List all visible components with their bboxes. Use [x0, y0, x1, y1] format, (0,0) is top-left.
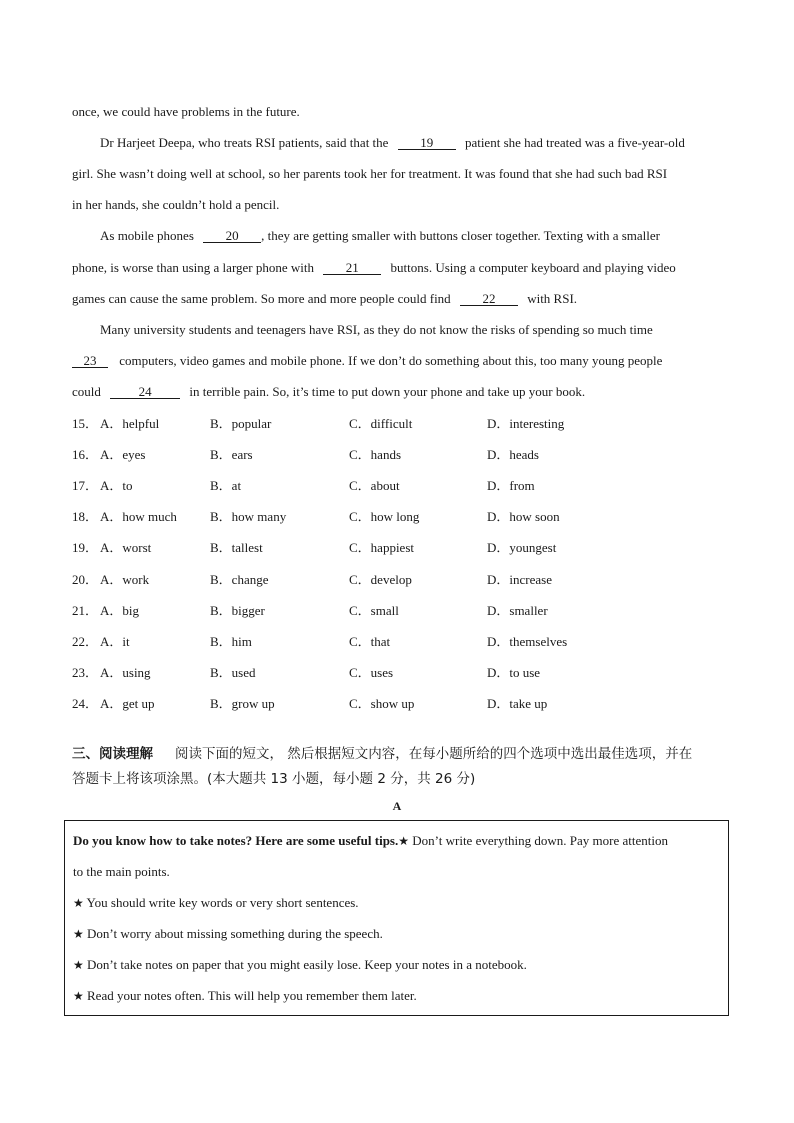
- box-line: [73, 988, 417, 1004]
- question-row-16: [72, 447, 722, 463]
- blank-20: 20: [203, 229, 261, 243]
- blank-24: 24: [110, 385, 180, 399]
- notes-tips-box: [64, 820, 729, 1016]
- section-title: 三、阅读理解: [72, 746, 153, 762]
- text-segment: patient she had treated was a five-year-old: [464, 135, 685, 150]
- blank-23: 23: [72, 354, 108, 368]
- passage-paragraph-line: [100, 135, 722, 151]
- passage-line: once, we could have problems in the future.: [72, 104, 300, 119]
- passage-line: in her hands, she couldn’t hold a pencil.: [72, 197, 280, 212]
- option-d[interactable]: D．interesting: [487, 416, 565, 431]
- option-c[interactable]: C．difficult: [349, 416, 413, 431]
- text-segment: with RSI.: [527, 291, 578, 306]
- box-line: [73, 895, 359, 911]
- tip-text: Don’t write everything down. Pay more attention: [412, 833, 668, 848]
- question-number: 22．: [72, 634, 99, 649]
- option-a[interactable]: A．get up: [100, 696, 155, 711]
- box-line: [73, 957, 527, 973]
- star-icon: ★: [73, 958, 84, 972]
- part-label: A: [392, 799, 402, 813]
- text-segment: buttons. Using a computer keyboard and playing video: [390, 260, 676, 275]
- text-segment: in terrible pain. So, it’s time to put down your phone and take up your book.: [189, 384, 586, 399]
- tip-text: Don’t worry about missing something during the speech.: [87, 926, 383, 941]
- blank-21: 21: [323, 261, 381, 275]
- star-icon: ★: [73, 989, 84, 1003]
- option-d[interactable]: D．increase: [487, 572, 552, 587]
- star-icon: ★: [73, 896, 84, 910]
- option-c[interactable]: C．that: [349, 634, 391, 649]
- text-segment: Dr Harjeet Deepa, who treats RSI patients, said that the: [100, 135, 389, 150]
- box-line: to the main points.: [73, 864, 170, 879]
- option-b[interactable]: B．bigger: [210, 603, 265, 618]
- section-heading: [72, 742, 732, 767]
- box-line: [73, 926, 383, 942]
- option-c[interactable]: C．how long: [349, 509, 420, 524]
- option-c[interactable]: C．develop: [349, 572, 412, 587]
- tip-text: Read your notes often. This will help you remember them later.: [87, 988, 417, 1003]
- option-b[interactable]: B．at: [210, 478, 242, 493]
- question-row-15: [72, 416, 722, 432]
- option-a[interactable]: A．eyes: [100, 447, 146, 462]
- blank-22: 22: [460, 292, 518, 306]
- question-row-24: [72, 696, 722, 712]
- option-a[interactable]: A．helpful: [100, 416, 160, 431]
- option-b[interactable]: B．grow up: [210, 696, 275, 711]
- option-b[interactable]: B．used: [210, 665, 256, 680]
- tip-text: You should write key words or very short sentences.: [86, 895, 359, 910]
- option-d[interactable]: D．heads: [487, 447, 539, 462]
- question-row-17: [72, 478, 722, 494]
- option-b[interactable]: B．change: [210, 572, 269, 587]
- option-b[interactable]: B．popular: [210, 416, 272, 431]
- box-line: [73, 833, 668, 849]
- option-d[interactable]: D．themselves: [487, 634, 568, 649]
- option-d[interactable]: D．youngest: [487, 540, 557, 555]
- passage-paragraph-line: Many university students and teenagers have RSI, as they do not know the risks of spending so much time: [100, 322, 653, 337]
- option-b[interactable]: B．ears: [210, 447, 253, 462]
- option-b[interactable]: B．how many: [210, 509, 287, 524]
- text-segment: phone, is worse than using a larger phone with: [72, 260, 315, 275]
- question-row-23: [72, 665, 722, 681]
- question-number: 17．: [72, 478, 99, 493]
- question-row-21: [72, 603, 722, 619]
- option-c[interactable]: C．happiest: [349, 540, 414, 555]
- tip-text: Don’t take notes on paper that you might easily lose. Keep your notes in a notebook.: [87, 957, 527, 972]
- option-a[interactable]: A．worst: [100, 540, 152, 555]
- option-c[interactable]: C．uses: [349, 665, 394, 680]
- question-number: 20．: [72, 572, 99, 587]
- section-instruction: 阅读下面的短文， 然后根据短文内容，在每小题所给的四个选项中选出最佳选项，并在: [175, 746, 693, 762]
- question-number: 16．: [72, 447, 99, 462]
- text-segment: As mobile phones: [100, 228, 194, 243]
- option-c[interactable]: C．hands: [349, 447, 402, 462]
- question-number: 21．: [72, 603, 99, 618]
- question-row-20: [72, 572, 722, 588]
- option-c[interactable]: C．about: [349, 478, 400, 493]
- passage-line: [72, 353, 722, 369]
- option-b[interactable]: B．tallest: [210, 540, 263, 555]
- passage-line: [72, 291, 722, 307]
- question-number: 15．: [72, 416, 99, 431]
- passage-line: [72, 260, 722, 276]
- option-a[interactable]: A．using: [100, 665, 151, 680]
- question-number: 18．: [72, 509, 99, 524]
- text-segment: computers, video games and mobile phone. If we don’t do something about this, too many young people: [119, 353, 663, 368]
- text-segment: , they are getting smaller with buttons closer together. Texting with a smaller: [261, 228, 661, 243]
- option-d[interactable]: D．how soon: [487, 509, 560, 524]
- text-segment: could: [72, 384, 101, 399]
- star-icon: ★: [73, 927, 84, 941]
- text-segment: games can cause the same problem. So more and more people could find: [72, 291, 451, 306]
- option-a[interactable]: A．it: [100, 634, 130, 649]
- option-b[interactable]: B．him: [210, 634, 252, 649]
- passage-line: [72, 384, 722, 400]
- option-a[interactable]: A．work: [100, 572, 150, 587]
- option-c[interactable]: C．show up: [349, 696, 415, 711]
- star-icon: ★: [398, 834, 410, 848]
- passage-paragraph-line: [100, 228, 722, 244]
- option-a[interactable]: A．how much: [100, 509, 177, 524]
- box-title: Do you know how to take notes? Here are some useful tips.: [73, 833, 399, 848]
- option-d[interactable]: D．to use: [487, 665, 541, 680]
- option-a[interactable]: A．to: [100, 478, 133, 493]
- section-instruction-line2: 答题卡上将该项涂黑。(本大题共 13 小题，每小题 2 分，共 26 分): [72, 771, 476, 787]
- option-d[interactable]: D．take up: [487, 696, 548, 711]
- question-row-18: [72, 509, 722, 525]
- option-c[interactable]: C．small: [349, 603, 399, 618]
- question-number: 23．: [72, 665, 99, 680]
- option-d[interactable]: D．from: [487, 478, 535, 493]
- question-number: 24．: [72, 696, 99, 711]
- option-d[interactable]: D．smaller: [487, 603, 548, 618]
- blank-19: 19: [398, 136, 456, 150]
- question-row-19: [72, 540, 722, 556]
- passage-line: girl. She wasn’t doing well at school, so her parents took her for treatment. It was found that she had such bad RSI: [72, 166, 668, 181]
- question-row-22: [72, 634, 722, 650]
- question-number: 19．: [72, 540, 99, 555]
- option-a[interactable]: A．big: [100, 603, 140, 618]
